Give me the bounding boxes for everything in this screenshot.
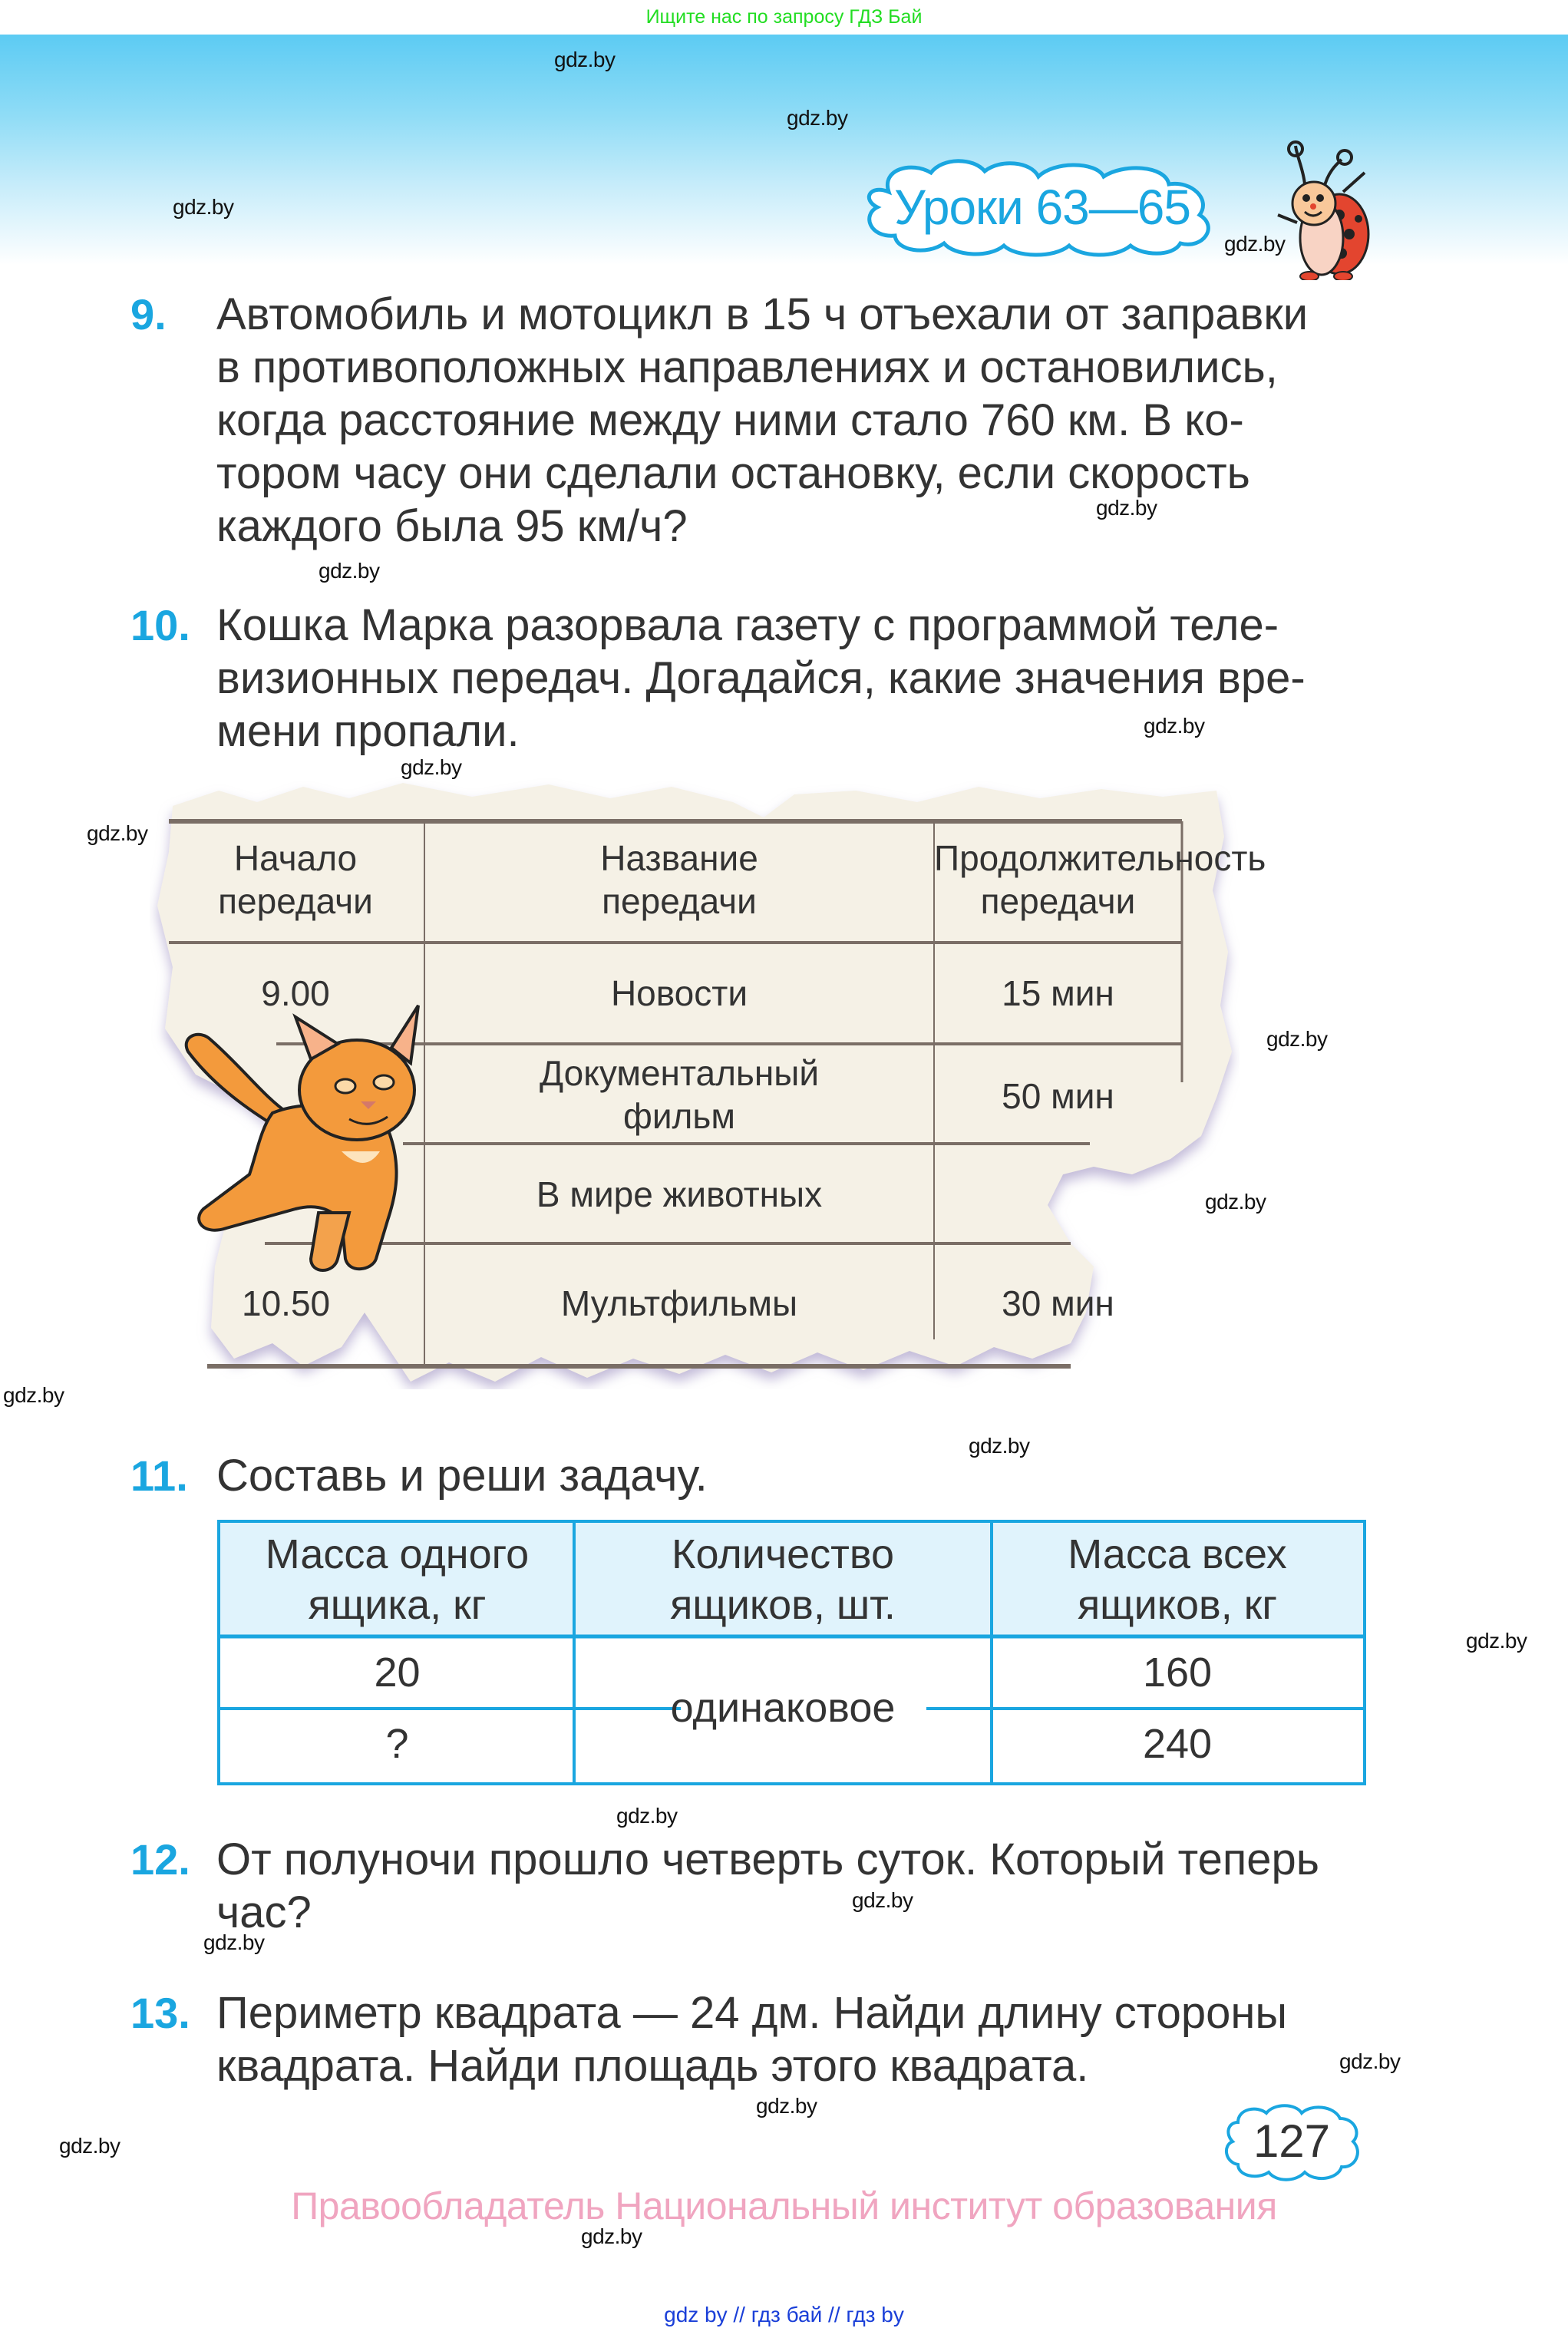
watermark: gdz.by (87, 821, 148, 845)
row-4-title: Мультфильмы (560, 1283, 798, 1323)
problem-10 (130, 599, 1374, 760)
watermark: gdz.by (173, 195, 234, 219)
watermark: gdz.by (401, 755, 462, 779)
footer-links[interactable]: gdz by // гдз бай // гдз by (664, 2303, 904, 2326)
watermark: gdz.by (1224, 232, 1286, 256)
problem-11 (130, 1449, 1374, 1503)
watermark: gdz.by (852, 1888, 913, 1912)
problem-number: 12. (130, 1835, 190, 1884)
watermark: gdz.by (1096, 496, 1157, 520)
row-4-start: 10.50 (242, 1283, 331, 1323)
watermark: gdz.by (969, 1434, 1030, 1458)
ladybug-icon (1251, 138, 1381, 280)
lesson-title-cloud (858, 157, 1226, 257)
watermark: gdz.by (756, 2094, 817, 2118)
row-1-duration: 15 мин (1002, 973, 1114, 1013)
watermark: gdz.by (3, 1383, 64, 1407)
watermark: gdz.by (1339, 2049, 1401, 2073)
row-2-mass-all: 240 (1142, 1721, 1213, 1767)
problem-number: 9. (130, 290, 167, 338)
header-duration: Продолжительность передачи (934, 838, 1266, 921)
problem-text: Автомобиль и мотоцикл в 15 ч отъехали от заправки в противоположных направлениях и остановились, когда расстояние между ними стало 760 км. В ко- тором часу они сделали остановку, если скорость каждого была 95 км/ч? (216, 289, 1309, 551)
row-2-title: Документальный фильм (539, 1053, 820, 1136)
watermark: gdz.by (554, 48, 616, 71)
row-1-title: Новости (610, 973, 748, 1013)
watermark: gdz.by (59, 2134, 120, 2158)
problem-text: Кошка Марка разорвала газету с программой теле- визионных передач. Догадайся, какие значения вре- мени пропали. (216, 600, 1306, 756)
watermark: gdz.by (1144, 714, 1205, 738)
header-mass-all: Масса всех ящиков, кг (1068, 1531, 1287, 1628)
page-number: 127 (1253, 2115, 1331, 2167)
row-1-mass-one: 20 (374, 1649, 421, 1696)
cat-illustration-icon (157, 998, 453, 1290)
header-mass-one: Масса одного ящика, кг (265, 1531, 530, 1628)
row-2-duration: 50 мин (1002, 1076, 1114, 1116)
row-3-title: В мире животных (536, 1174, 823, 1214)
page-number-cloud (1219, 2099, 1365, 2184)
watermark: gdz.by (581, 2224, 642, 2248)
watermark: gdz.by (616, 1804, 678, 1828)
problem-number: 11. (130, 1451, 188, 1500)
search-banner: Ищите нас по запросу ГДЗ Бай (0, 0, 1568, 35)
problem-13 (130, 1986, 1374, 2094)
watermark: gdz.by (319, 559, 380, 583)
problem-number: 10. (130, 601, 190, 649)
problem-text: Составь и реши задачу. (216, 1451, 708, 1501)
lesson-title: Уроки 63—65 (894, 180, 1190, 235)
header-count: Количество ящиков, шт. (670, 1531, 896, 1628)
row-4-duration: 30 мин (1002, 1283, 1114, 1323)
problem-text: Периметр квадрата — 24 дм. Найди длину стороны квадрата. Найди площадь этого квадрата. (216, 1988, 1288, 2091)
watermark: gdz.by (787, 106, 848, 130)
mass-table (217, 1520, 1366, 1785)
watermark: gdz.by (1466, 1629, 1527, 1653)
copyright-notice: Правообладатель Национальный институт образования (291, 2184, 1277, 2227)
problem-text: От полуночи прошло четверть суток. Который теперь час? (216, 1834, 1319, 1937)
watermark: gdz.by (203, 1930, 265, 1954)
row-1-mass-all: 160 (1142, 1649, 1213, 1696)
row-1-start: 9.00 (261, 973, 330, 1013)
row-2-mass-one: ? (385, 1721, 409, 1767)
merged-count: одинаковое (670, 1685, 896, 1731)
header-title: Название передачи (600, 838, 758, 921)
header-start: Начало передачи (218, 838, 373, 921)
watermark: gdz.by (1205, 1190, 1266, 1214)
watermark: gdz.by (1266, 1027, 1328, 1051)
problem-number: 13. (130, 1989, 190, 2037)
problem-9 (130, 288, 1374, 556)
problem-12 (130, 1833, 1374, 1940)
